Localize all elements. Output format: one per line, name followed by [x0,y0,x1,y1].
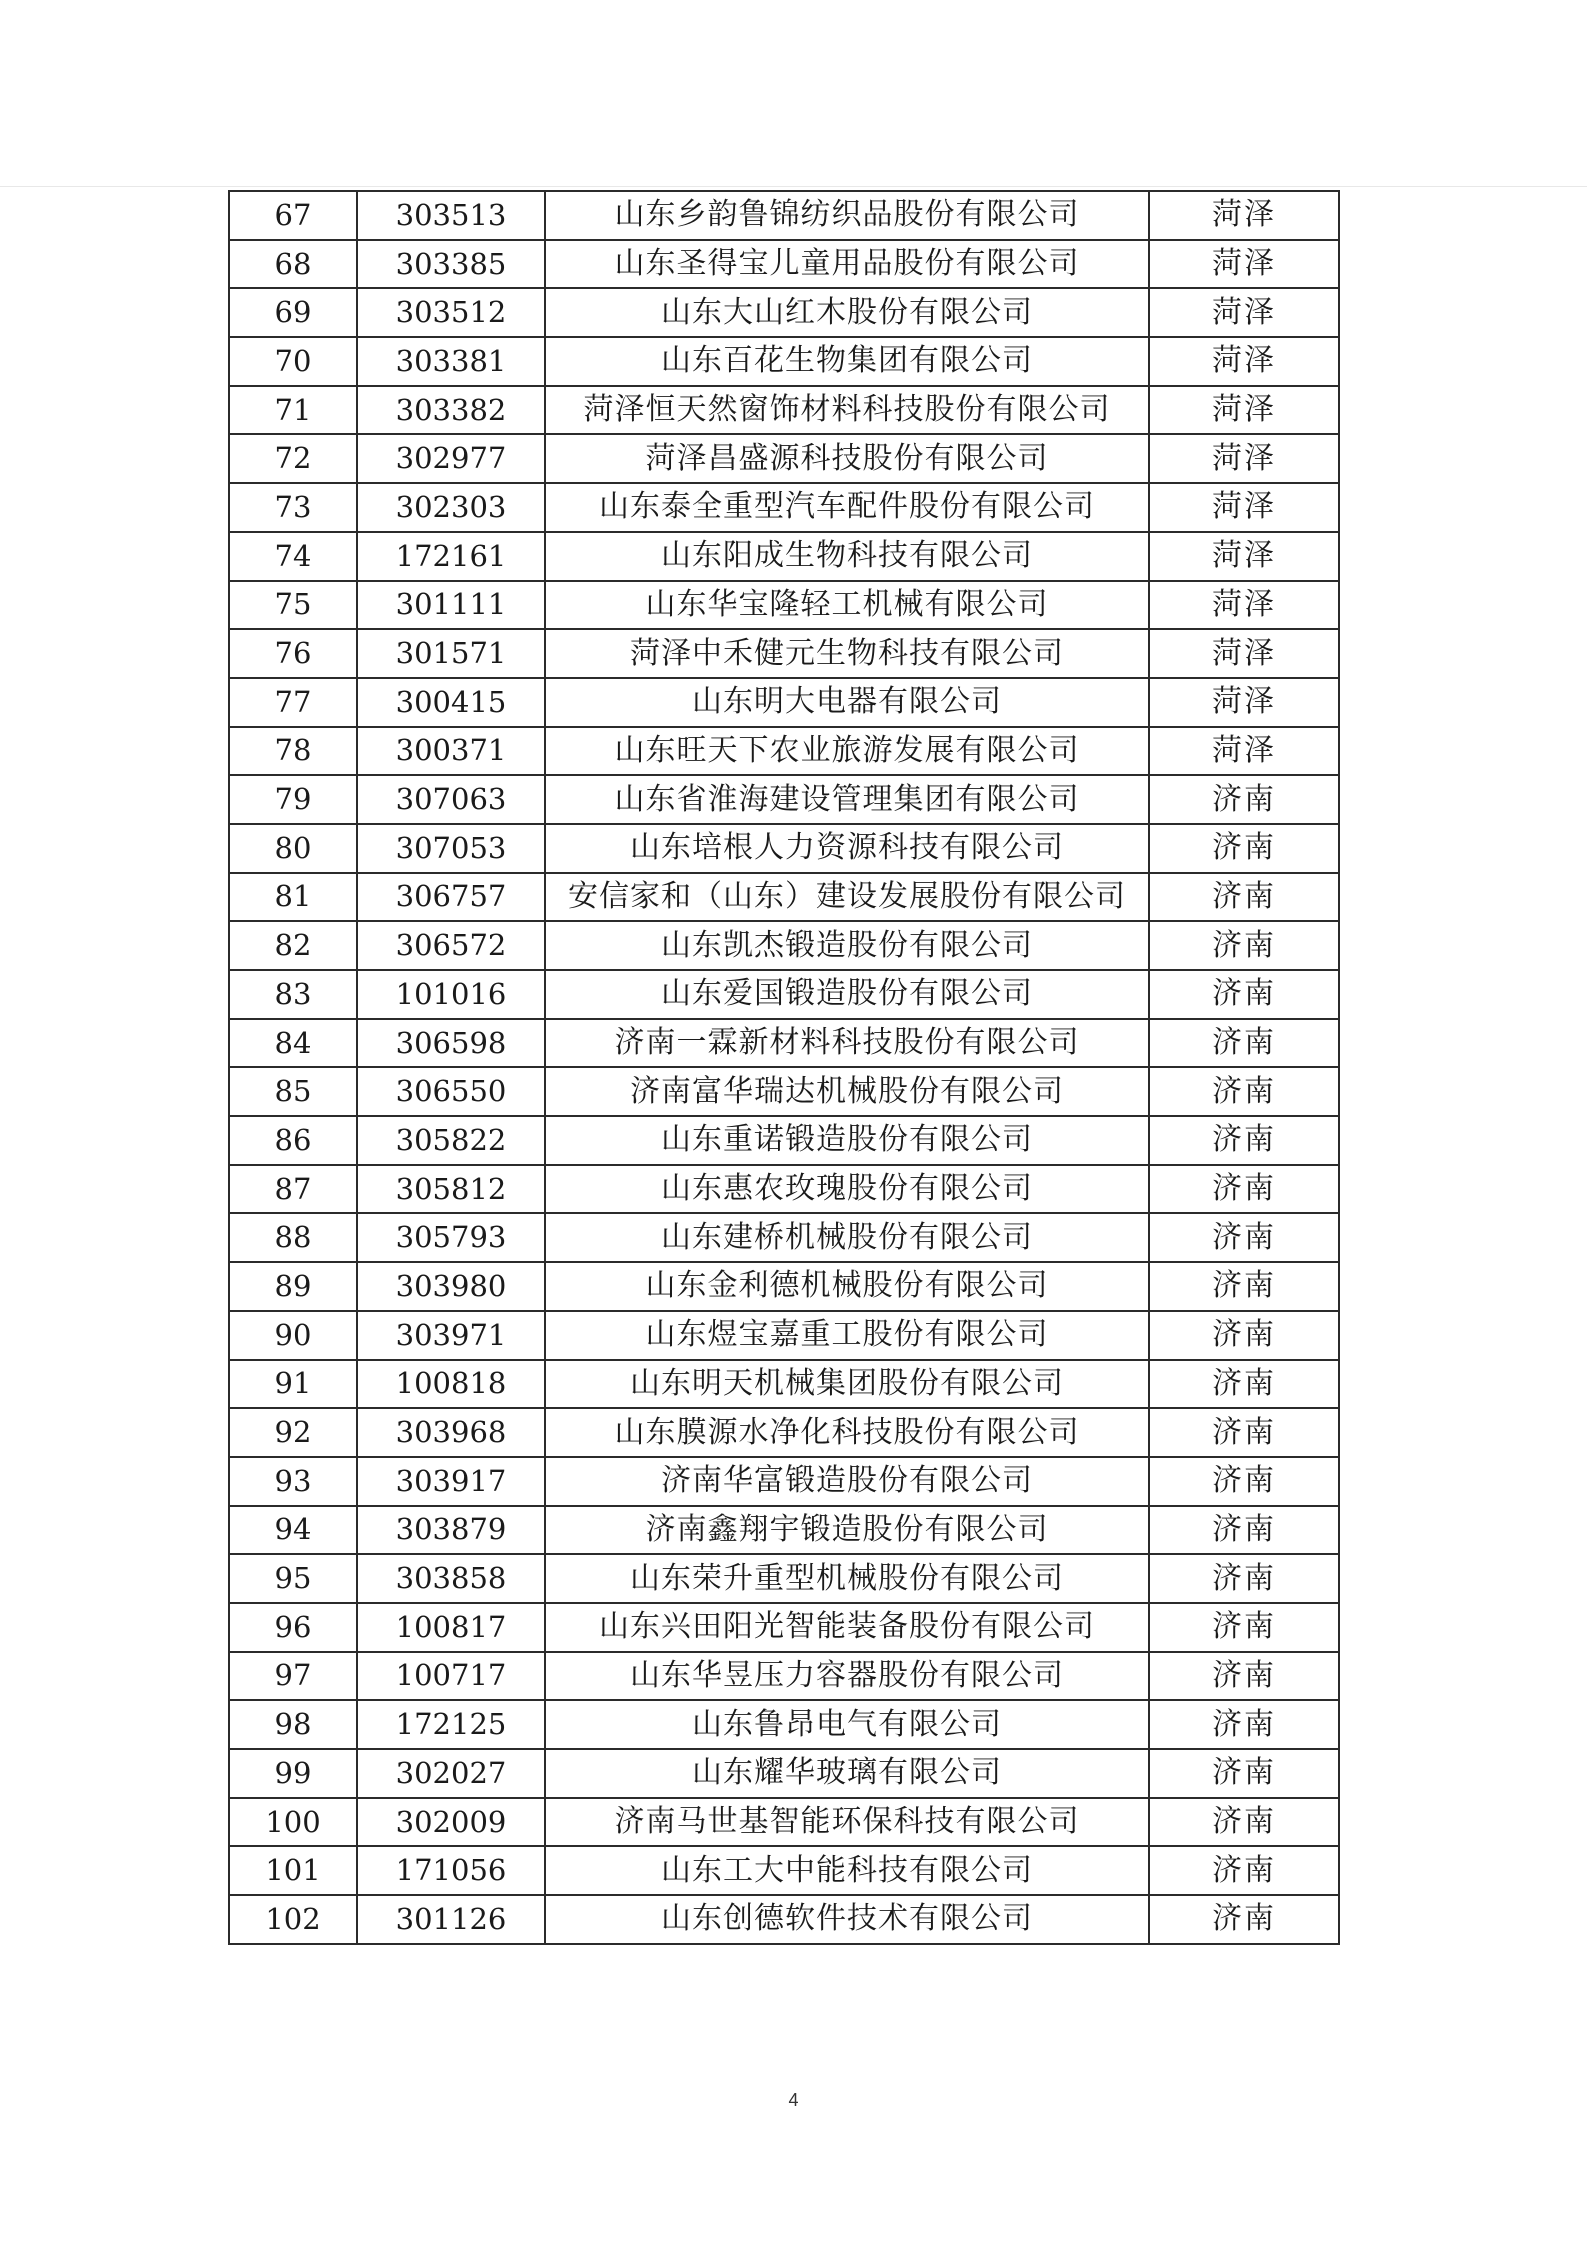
row-number-cell: 87 [229,1165,357,1214]
city-cell: 济南 [1149,1165,1339,1214]
company-code-cell: 306598 [357,1019,545,1068]
company-code-cell: 301126 [357,1895,545,1944]
table-row [229,1652,1339,1701]
company-name-cell: 济南富华瑞达机械股份有限公司 [545,1067,1149,1116]
row-number-cell: 101 [229,1846,357,1895]
company-code-cell: 306572 [357,921,545,970]
table-row [229,1019,1339,1068]
company-name-cell: 菏泽中禾健元生物科技有限公司 [545,629,1149,678]
row-number-cell: 88 [229,1213,357,1262]
row-number-cell: 99 [229,1749,357,1798]
table-row [229,1360,1339,1409]
row-number-cell: 83 [229,970,357,1019]
company-name-cell: 菏泽恒天然窗饰材料科技股份有限公司 [545,386,1149,435]
city-cell: 济南 [1149,1457,1339,1506]
city-cell: 济南 [1149,1798,1339,1847]
company-name-cell: 山东明大电器有限公司 [545,678,1149,727]
table-row [229,727,1339,776]
row-number-cell: 102 [229,1895,357,1944]
table-row [229,1165,1339,1214]
row-number-cell: 84 [229,1019,357,1068]
city-cell: 菏泽 [1149,727,1339,776]
row-number-cell: 76 [229,629,357,678]
row-number-cell: 92 [229,1408,357,1457]
company-code-cell: 303385 [357,240,545,289]
company-name-cell: 山东华宝隆轻工机械有限公司 [545,581,1149,630]
table-row [229,1311,1339,1360]
city-cell: 济南 [1149,1067,1339,1116]
table-row [229,1846,1339,1895]
company-name-cell: 山东建桥机械股份有限公司 [545,1213,1149,1262]
company-code-cell: 306757 [357,873,545,922]
table-row [229,1749,1339,1798]
city-cell: 济南 [1149,921,1339,970]
company-name-cell: 山东乡韵鲁锦纺织品股份有限公司 [545,191,1149,240]
row-number-cell: 100 [229,1798,357,1847]
company-code-cell: 303879 [357,1506,545,1555]
company-name-cell: 山东创德软件技术有限公司 [545,1895,1149,1944]
row-number-cell: 77 [229,678,357,727]
company-name-cell: 山东荣升重型机械股份有限公司 [545,1554,1149,1603]
company-name-cell: 山东兴田阳光智能装备股份有限公司 [545,1603,1149,1652]
table-row [229,629,1339,678]
city-cell: 济南 [1149,1603,1339,1652]
company-code-cell: 302027 [357,1749,545,1798]
city-cell: 菏泽 [1149,581,1339,630]
company-code-cell: 307053 [357,824,545,873]
row-number-cell: 73 [229,483,357,532]
city-cell: 菏泽 [1149,532,1339,581]
city-cell: 济南 [1149,1554,1339,1603]
company-name-cell: 山东爱国锻造股份有限公司 [545,970,1149,1019]
company-code-cell: 301571 [357,629,545,678]
city-cell: 菏泽 [1149,678,1339,727]
table-row [229,921,1339,970]
city-cell: 济南 [1149,1019,1339,1068]
company-code-cell: 172161 [357,532,545,581]
company-code-cell: 303971 [357,1311,545,1360]
company-name-cell: 山东重诺锻造股份有限公司 [545,1116,1149,1165]
company-name-cell: 山东大山红木股份有限公司 [545,288,1149,337]
table-row [229,483,1339,532]
company-name-cell: 山东省淮海建设管理集团有限公司 [545,775,1149,824]
company-name-cell: 山东工大中能科技有限公司 [545,1846,1149,1895]
city-cell: 菏泽 [1149,629,1339,678]
company-name-cell: 山东泰全重型汽车配件股份有限公司 [545,483,1149,532]
row-number-cell: 81 [229,873,357,922]
row-number-cell: 68 [229,240,357,289]
table-row [229,1408,1339,1457]
company-name-cell: 山东旺天下农业旅游发展有限公司 [545,727,1149,776]
company-name-cell: 山东煜宝嘉重工股份有限公司 [545,1311,1149,1360]
table-row [229,288,1339,337]
company-name-cell: 山东华昱压力容器股份有限公司 [545,1652,1149,1701]
company-code-cell: 303858 [357,1554,545,1603]
city-cell: 济南 [1149,1700,1339,1749]
company-name-cell: 山东鲁昂电气有限公司 [545,1700,1149,1749]
company-name-cell: 济南华富锻造股份有限公司 [545,1457,1149,1506]
company-code-cell: 300415 [357,678,545,727]
company-code-cell: 303382 [357,386,545,435]
table-row [229,581,1339,630]
city-cell: 菏泽 [1149,483,1339,532]
row-number-cell: 85 [229,1067,357,1116]
company-code-cell: 306550 [357,1067,545,1116]
company-name-cell: 山东明天机械集团股份有限公司 [545,1360,1149,1409]
city-cell: 济南 [1149,1360,1339,1409]
company-code-cell: 101016 [357,970,545,1019]
row-number-cell: 91 [229,1360,357,1409]
company-name-cell: 山东膜源水净化科技股份有限公司 [545,1408,1149,1457]
row-number-cell: 93 [229,1457,357,1506]
table-row [229,1554,1339,1603]
company-code-cell: 300371 [357,727,545,776]
company-name-cell: 山东百花生物集团有限公司 [545,337,1149,386]
company-table [228,190,1340,1945]
company-code-cell: 305822 [357,1116,545,1165]
table-row [229,191,1339,240]
city-cell: 济南 [1149,873,1339,922]
company-code-cell: 305812 [357,1165,545,1214]
row-number-cell: 98 [229,1700,357,1749]
city-cell: 济南 [1149,1116,1339,1165]
table-row [229,1798,1339,1847]
company-name-cell: 菏泽昌盛源科技股份有限公司 [545,434,1149,483]
row-number-cell: 82 [229,921,357,970]
company-name-cell: 山东金利德机械股份有限公司 [545,1262,1149,1311]
city-cell: 菏泽 [1149,288,1339,337]
table-row [229,873,1339,922]
row-number-cell: 96 [229,1603,357,1652]
table-row [229,775,1339,824]
city-cell: 济南 [1149,1311,1339,1360]
row-number-cell: 74 [229,532,357,581]
company-name-cell: 山东凯杰锻造股份有限公司 [545,921,1149,970]
table-row [229,1700,1339,1749]
table-row [229,337,1339,386]
table-row [229,1262,1339,1311]
page-number: 4 [788,2090,799,2110]
row-number-cell: 94 [229,1506,357,1555]
city-cell: 济南 [1149,1213,1339,1262]
company-table-body [229,191,1339,1944]
company-code-cell: 303917 [357,1457,545,1506]
city-cell: 济南 [1149,1749,1339,1798]
city-cell: 济南 [1149,775,1339,824]
company-code-cell: 303513 [357,191,545,240]
company-code-cell: 100817 [357,1603,545,1652]
table-row [229,240,1339,289]
city-cell: 菏泽 [1149,434,1339,483]
row-number-cell: 80 [229,824,357,873]
city-cell: 菏泽 [1149,337,1339,386]
table-row [229,1213,1339,1262]
company-code-cell: 307063 [357,775,545,824]
table-row [229,824,1339,873]
row-number-cell: 71 [229,386,357,435]
scan-edge-line [0,186,1587,187]
city-cell: 济南 [1149,1408,1339,1457]
company-name-cell: 安信家和（山东）建设发展股份有限公司 [545,873,1149,922]
company-code-cell: 302977 [357,434,545,483]
table-row [229,1457,1339,1506]
table-row [229,1506,1339,1555]
table-row [229,434,1339,483]
company-name-cell: 山东圣得宝儿童用品股份有限公司 [545,240,1149,289]
company-code-cell: 303980 [357,1262,545,1311]
company-name-cell: 山东惠农玫瑰股份有限公司 [545,1165,1149,1214]
company-code-cell: 171056 [357,1846,545,1895]
row-number-cell: 90 [229,1311,357,1360]
company-code-cell: 100717 [357,1652,545,1701]
table-row [229,386,1339,435]
table-row [229,1895,1339,1944]
city-cell: 济南 [1149,1895,1339,1944]
row-number-cell: 79 [229,775,357,824]
city-cell: 菏泽 [1149,386,1339,435]
city-cell: 济南 [1149,1846,1339,1895]
table-row [229,1067,1339,1116]
table-row [229,532,1339,581]
city-cell: 济南 [1149,1506,1339,1555]
city-cell: 菏泽 [1149,240,1339,289]
city-cell: 菏泽 [1149,191,1339,240]
city-cell: 济南 [1149,970,1339,1019]
row-number-cell: 69 [229,288,357,337]
row-number-cell: 97 [229,1652,357,1701]
company-name-cell: 济南一霖新材料科技股份有限公司 [545,1019,1149,1068]
company-code-cell: 303512 [357,288,545,337]
table-row [229,1116,1339,1165]
row-number-cell: 89 [229,1262,357,1311]
company-name-cell: 山东耀华玻璃有限公司 [545,1749,1149,1798]
company-code-cell: 302009 [357,1798,545,1847]
company-code-cell: 303968 [357,1408,545,1457]
row-number-cell: 75 [229,581,357,630]
row-number-cell: 86 [229,1116,357,1165]
city-cell: 济南 [1149,824,1339,873]
table-row [229,970,1339,1019]
table-row [229,1603,1339,1652]
company-code-cell: 172125 [357,1700,545,1749]
row-number-cell: 78 [229,727,357,776]
company-name-cell: 山东培根人力资源科技有限公司 [545,824,1149,873]
city-cell: 济南 [1149,1262,1339,1311]
row-number-cell: 67 [229,191,357,240]
company-name-cell: 济南鑫翔宇锻造股份有限公司 [545,1506,1149,1555]
company-code-cell: 303381 [357,337,545,386]
company-name-cell: 济南马世基智能环保科技有限公司 [545,1798,1149,1847]
company-code-cell: 305793 [357,1213,545,1262]
table-row [229,678,1339,727]
company-code-cell: 302303 [357,483,545,532]
city-cell: 济南 [1149,1652,1339,1701]
company-name-cell: 山东阳成生物科技有限公司 [545,532,1149,581]
row-number-cell: 72 [229,434,357,483]
company-code-cell: 301111 [357,581,545,630]
row-number-cell: 70 [229,337,357,386]
company-code-cell: 100818 [357,1360,545,1409]
row-number-cell: 95 [229,1554,357,1603]
